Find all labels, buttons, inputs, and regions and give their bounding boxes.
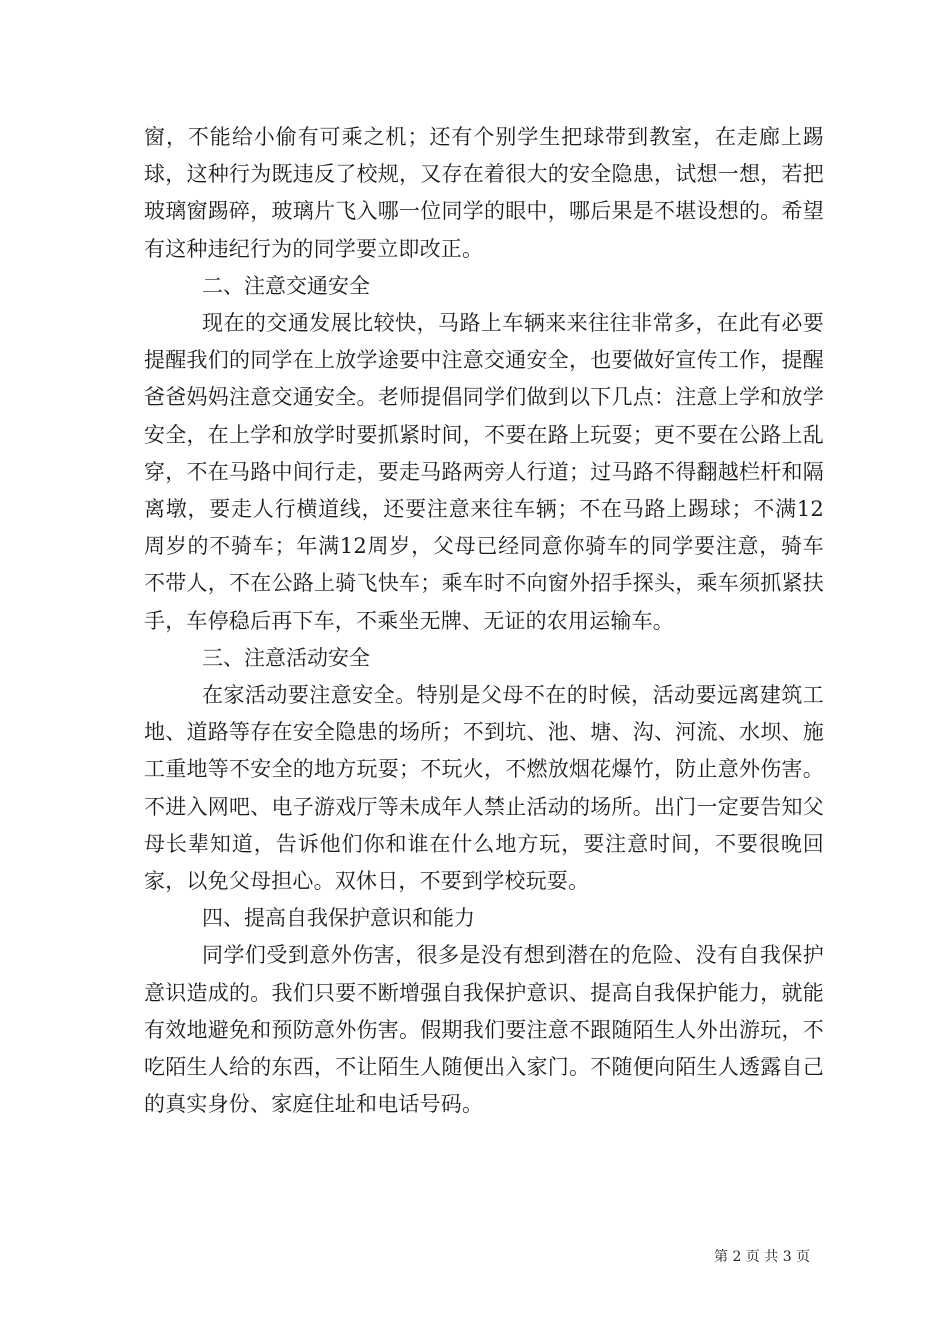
paragraph-self-protection: 同学们受到意外伤害，很多是没有想到潜在的危险、没有自我保护意识造成的。我们只要不断增强自我保护意识、提高自我保护能力，就能有效地避免和预防意外伤害。假期我们要注意不跟随陌生人外出游玩，不吃陌生人给的东西，不让陌生人随便出入家门。不随便向陌生人透露自己的真实身份、家庭住址和电话号码。 xyxy=(144,943,824,1117)
section-heading-self-protection: 四、提高自我保护意识和能力 xyxy=(202,906,475,931)
page-number-footer: 第 2 页 共 3 页 xyxy=(714,1249,811,1265)
section-heading-traffic-safety: 二、注意交通安全 xyxy=(202,273,370,298)
paragraph-traffic-safety: 现在的交通发展比较快，马路上车辆来来往往非常多，在此有必要提醒我们的同学在上放学途要中注意交通安全，也要做好宣传工作，提醒爸爸妈妈注意交通安全。老师提倡同学们做到以下几点：注意上学和放学安全，在上学和放学时要抓紧时间，不要在路上玩耍；更不要在公路上乱穿，不在马路中间行走，要走马路两旁人行道；过马路不得翻越栏杆和隔离墩，要走人行横道线，还要注意来往车辆；不在马路上踢球；不满12周岁的不骑车；年满12周岁，父母已经同意你骑车的同学要注意，骑车不带人，不在公路上骑飞快车；乘车时不向窗外招手探头，乘车须抓紧扶手，车停稳后再下车，不乘坐无牌、无证的农用运输车。 xyxy=(144,311,824,633)
section-heading-activity-safety: 三、注意活动安全 xyxy=(202,645,370,670)
paragraph-school-safety: 窗，不能给小偷有可乘之机；还有个别学生把球带到教室，在走廊上踢球，这种行为既违反了校规，又存在着很大的安全隐患，试想一想，若把玻璃窗踢碎，玻璃片飞入哪一位同学的眼中，哪后果是不堪设想的。希望有这种违纪行为的同学要立即改正。 xyxy=(144,125,824,261)
paragraph-activity-safety: 在家活动要注意安全。特别是父母不在的时候，活动要远离建筑工地、道路等存在安全隐患的场所；不到坑、池、塘、沟、河流、水坝、施工重地等不安全的地方玩耍；不玩火，不燃放烟花爆竹，防止意外伤害。不进入网吧、电子游戏厅等未成年人禁止活动的场所。出门一定要告知父母长辈知道，告诉他们你和谁在什么地方玩，要注意时间，不要很晚回家，以免父母担心。双休日，不要到学校玩耍。 xyxy=(144,683,824,894)
document-body xyxy=(144,119,824,1123)
